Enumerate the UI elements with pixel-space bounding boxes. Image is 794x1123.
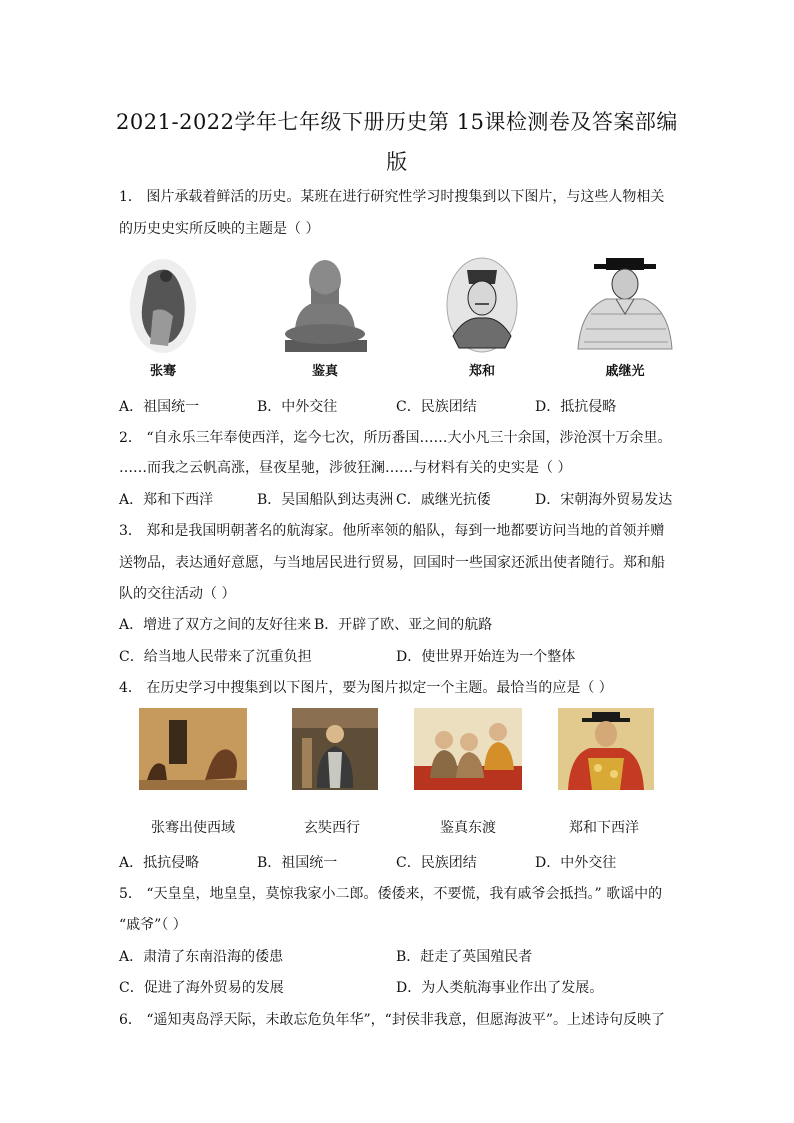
portrait-zheng-he	[445, 256, 519, 354]
q1-stem-line2: 的历史史实所反映的主题是（ ）	[119, 221, 320, 237]
q3-option-c: C．给当地人民带来了沉重负担	[119, 649, 312, 665]
q4-caption-1: 张骞出使西域	[151, 820, 235, 836]
q4-caption-4: 郑和下西洋	[569, 820, 639, 836]
q4-stem-line1: 4． 在历史学习中搜集到以下图片，要为图片拟定一个主题。最恰当的应是（ ）	[119, 680, 613, 696]
q5-stem-line1: 5． “天皇皇，地皇皇，莫惊我家小二郎。倭倭来，不要慌，我有戚爷会抵挡。” 歌谣中的	[119, 886, 663, 902]
q3-stem-line1: 3． 郑和是我国明朝著名的航海家。他所率领的船队，每到一地都要访问当地的首领并赠	[119, 523, 665, 539]
q4-option-a: A．抵抗侵略	[119, 855, 200, 871]
q1-caption-2: 鉴真	[311, 364, 338, 379]
q5-stem-line2: “戚爷”（ ）	[119, 917, 187, 933]
q1-option-b: B．中外交往	[257, 399, 338, 415]
q4-option-d: D．中外交往	[535, 855, 617, 871]
q2-option-d: D．宋朝海外贸易发达	[535, 492, 673, 508]
q1-caption-4: 戚继光	[605, 364, 645, 379]
statue-jian-zhen	[275, 252, 375, 354]
q3-stem-line2: 送物品，表达通好意愿，与当地居民进行贸易，回国时一些国家还派出使者随行。郑和船	[119, 555, 665, 571]
q2-option-b: B．吴国船队到达夷洲	[257, 492, 394, 508]
q4-option-b: B．祖国统一	[257, 855, 338, 871]
q5-option-b: B．赶走了英国殖民者	[396, 949, 533, 965]
q3-option-b: B．开辟了欧、亚之间的航路	[314, 617, 493, 633]
q1-option-d: D．抵抗侵略	[535, 399, 617, 415]
painting-xuan-zang	[292, 708, 378, 790]
painting-jian-zhen	[414, 708, 522, 790]
q1-stem-line1: 1． 图片承载着鲜活的历史。某班在进行研究性学习时搜集到以下图片，与这些人物相关	[119, 189, 665, 205]
portrait-qi-jiguang	[576, 254, 674, 354]
q4-option-c: C．民族团结	[396, 855, 477, 871]
q2-option-c: C．戚继光抗倭	[396, 492, 491, 508]
q1-option-c: C．民族团结	[396, 399, 477, 415]
q3-option-a: A．增进了双方之间的友好往来	[119, 617, 312, 633]
q2-option-a: A．郑和下西洋	[119, 492, 214, 508]
q5-option-c: C．促进了海外贸易的发展	[119, 980, 284, 996]
q5-option-d: D．为人类航海事业作出了发展。	[396, 980, 604, 996]
q4-caption-3: 鉴真东渡	[440, 820, 496, 836]
q1-option-a: A．祖国统一	[119, 399, 200, 415]
page-title-line2: 版	[386, 150, 408, 174]
q3-stem-line3: 队的交往活动（ ）	[119, 586, 236, 602]
page-title-line1: 2021-2022学年七年级下册历史第 15课检测卷及答案部编	[116, 110, 678, 134]
q3-option-d: D．使世界开始连为一个整体	[396, 649, 576, 665]
q6-stem-line1: 6． “遥知夷岛浮天际，未敢忘危负年华”，“封侯非我意，但愿海波平”。上述诗句反映了	[119, 1012, 665, 1028]
q5-option-a: A．肃清了东南沿海的倭患	[119, 949, 284, 965]
q2-stem-line1: 2． “自永乐三年奉使西洋，迄今七次，所历番国……大小凡三十余国，涉沧溟十万余里。	[119, 430, 672, 446]
painting-zheng-he	[558, 708, 654, 790]
painting-zhang-qian	[139, 708, 247, 790]
q1-caption-1: 张骞	[149, 364, 176, 379]
q1-caption-3: 郑和	[468, 364, 495, 379]
q2-stem-line2: ……而我之云帆高涨，昼夜星驰，涉彼狂澜……与材料有关的史实是（ ）	[119, 460, 572, 476]
q4-caption-2: 玄奘西行	[304, 820, 360, 836]
portrait-zhang-qian	[128, 256, 198, 356]
